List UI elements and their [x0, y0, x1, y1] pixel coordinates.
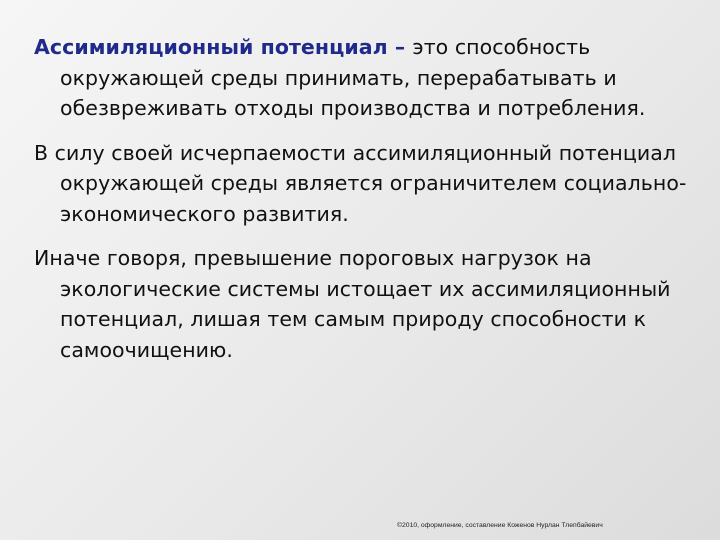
definition-term: Ассимиляционный потенциал [34, 35, 388, 59]
copyright-footer: ©2010, оформление, составление Коженов Нурлан Тлепбайевич [397, 522, 603, 529]
definition-paragraph [34, 32, 704, 124]
slide-content [34, 32, 704, 379]
definition-dash: – [387, 35, 413, 59]
consequence-paragraph: Иначе говоря, превышение пороговых нагрузок на экологические системы истощает их ассимиляционный потенциал, лишая тем самым природу способности к самоочищению. [34, 246, 671, 362]
limitation-paragraph: В силу своей исчерпаемости ассимиляционный потенциал окружающей среды является ограничителем социально-экономического развития. [34, 140, 687, 226]
definition-text: это способность окружающей среды принимать, перерабатывать и обезвреживать отходы производства и потребления. [60, 35, 646, 120]
